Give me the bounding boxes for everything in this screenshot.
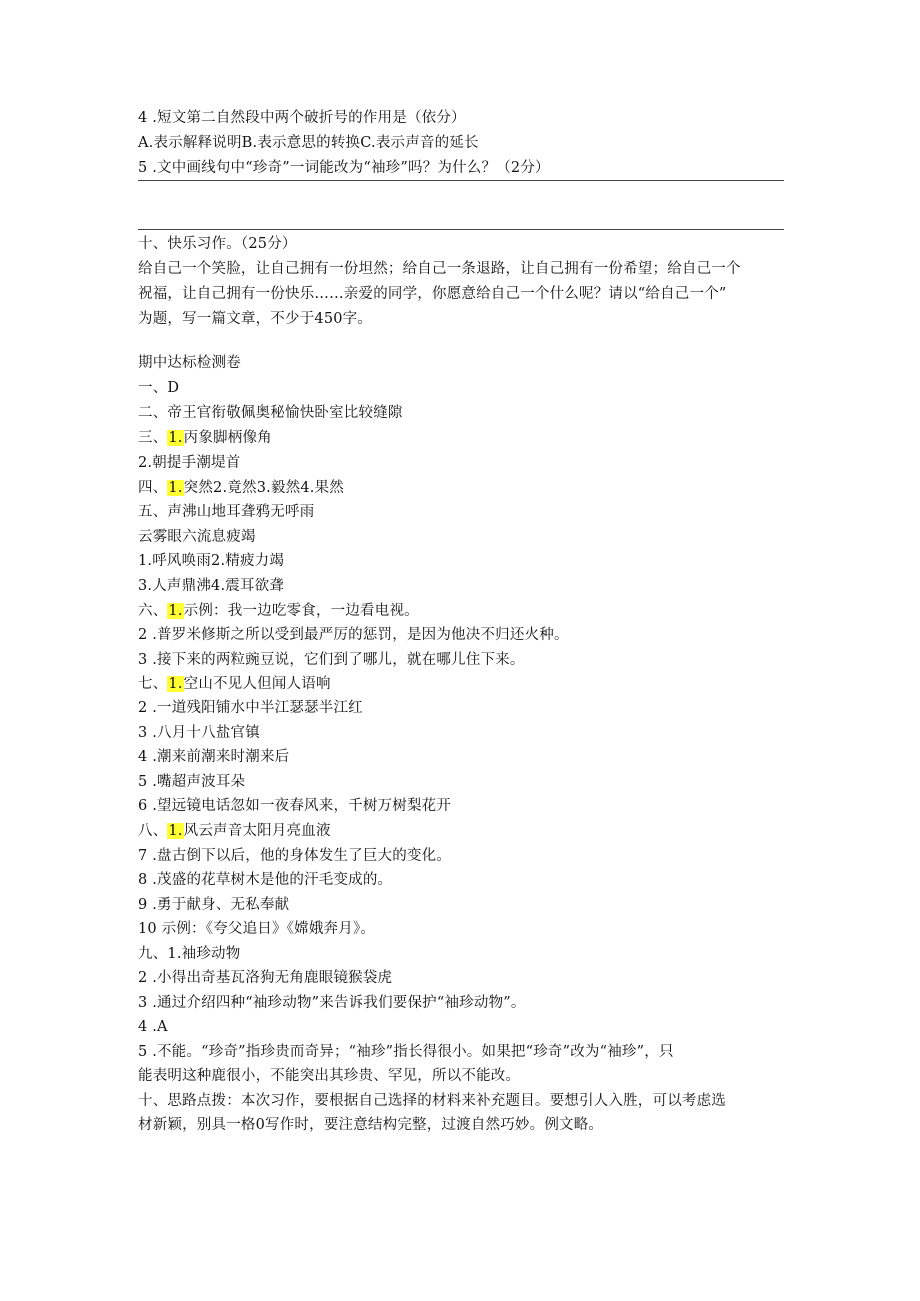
answer-6-prefix: 六、 [138,603,168,619]
answer-7-6: 6 .望远镜电话忽如一夜春风来，千树万树梨花开 [138,798,452,814]
answer-5-line: 1.呼风唤雨2.精疲力竭 [138,553,285,569]
answer-9-5-cont: 能表明这种鹿很小，不能突出其珍贵、罕见，所以不能改。 [138,1068,521,1084]
answer-9: 九、1.袖珍动物 [138,946,241,962]
highlight-mark: 1. [168,480,183,496]
answer-9-3: 3 .通过介绍四种“袖珍动物”来告诉我们要保护“袖珍动物”。 [138,995,526,1011]
answer-4-text: 突然2.竟然3.毅然4.果然 [183,480,344,496]
writing-prompt-line: 祝福，让自己拥有一份快乐……亲爱的同学，你愿意给自己一个什么呢？请以“给自己一个” [138,286,727,302]
highlight-mark: 1. [168,676,183,692]
answer-6-text: 示例：我一边吃零食，一边看电视。 [183,603,419,619]
question-4-options: A.表示解释说明B.表示意思的转换C.表示声音的延长 [138,135,479,151]
answer-7-prefix: 七、 [138,676,168,692]
question-5: 5 .文中画线句中“珍奇”一词能改为“袖珍”吗？为什么？（2分） [138,160,550,176]
answer-3-2: 2.朝提手潮堤首 [138,455,241,471]
answer-4-prefix: 四、 [138,480,168,496]
answer-5-line: 3.人声鼎沸4.震耳欲聋 [138,578,285,594]
answer-2: 二、帝王官衔敬佩奥秘愉快卧室比较缝隙 [138,405,403,421]
answer-9-2: 2 .小得出奇基瓦洛狗无角鹿眼镜猴袋虎 [138,970,393,986]
answer-8-prefix: 八、 [138,823,168,839]
highlight-mark: 1. [168,823,183,839]
answer-3-prefix: 三、 [138,430,168,446]
answer-8-text: 风云声音太阳月亮血液 [183,823,331,839]
answers-title: 期中达标检测卷 [138,355,241,371]
answer-8-7: 7 .盘古倒下以后，他的身体发生了巨大的变化。 [138,848,452,864]
answer-6 [138,601,419,621]
answer-3-text: 丙象脚柄像角 [183,430,272,446]
answer-3 [138,428,272,448]
answer-line [138,180,784,181]
question-4: 4 .短文第二自然段中两个破折号的作用是（依分） [138,110,466,126]
answer-9-5: 5 .不能。“珍奇”指珍贵而奇异；“袖珍”指长得很小。如果把“珍奇”改为“袖珍”，只 [138,1044,674,1060]
answer-7-4: 4 .潮来前潮来时潮来后 [138,749,290,765]
answer-line [138,229,784,230]
answer-7-3: 3 .八月十八盐官镇 [138,725,260,741]
answer-8-10: 10 示例：《夸父追日》《嫦娥奔月》。 [138,921,376,937]
answer-6-3: 3 .接下来的两粒豌豆说，它们到了哪儿，就在哪儿住下来。 [138,652,525,668]
answer-5-line: 云雾眼六流息疲竭 [138,529,256,545]
answer-7 [138,674,331,694]
answer-4 [138,478,344,498]
answer-10: 十、思路点拨：本次习作，要根据自己选择的材料来补充题目。要想引人入胜，可以考虑选 [138,1093,726,1109]
answer-6-2: 2 .普罗米修斯之所以受到最严厉的惩罚，是因为他决不归还火种。 [138,627,569,643]
answer-10-cont: 材新颖，别具一格0写作时，要注意结构完整，过渡自然巧妙。例文略。 [138,1117,604,1133]
writing-heading: 十、快乐习作。（25分） [138,236,297,252]
highlight-mark: 1. [168,430,183,446]
answer-5: 五、声沸山地耳聋鸦无呼雨 [138,504,315,520]
answer-8-9: 9 .勇于献身、无私奉献 [138,897,290,913]
answer-1: 一、D [138,380,180,396]
answer-8-8: 8 .茂盛的花草树木是他的汗毛变成的。 [138,872,393,888]
answer-7-text: 空山不见人但闻人语响 [183,676,331,692]
answer-7-5: 5 .嘴超声波耳朵 [138,774,246,790]
answer-7-2: 2 .一道残阳铺水中半江瑟瑟半江红 [138,700,363,716]
answer-8 [138,821,331,841]
writing-prompt-line: 为题，写一篇文章，不少于450字。 [138,311,373,327]
writing-prompt-line: 给自己一个笑脸，让自己拥有一份坦然；给自己一条退路，让自己拥有一份希望；给自己一个 [138,261,741,277]
answer-9-4: 4 .A [138,1019,168,1035]
highlight-mark: 1. [168,603,183,619]
